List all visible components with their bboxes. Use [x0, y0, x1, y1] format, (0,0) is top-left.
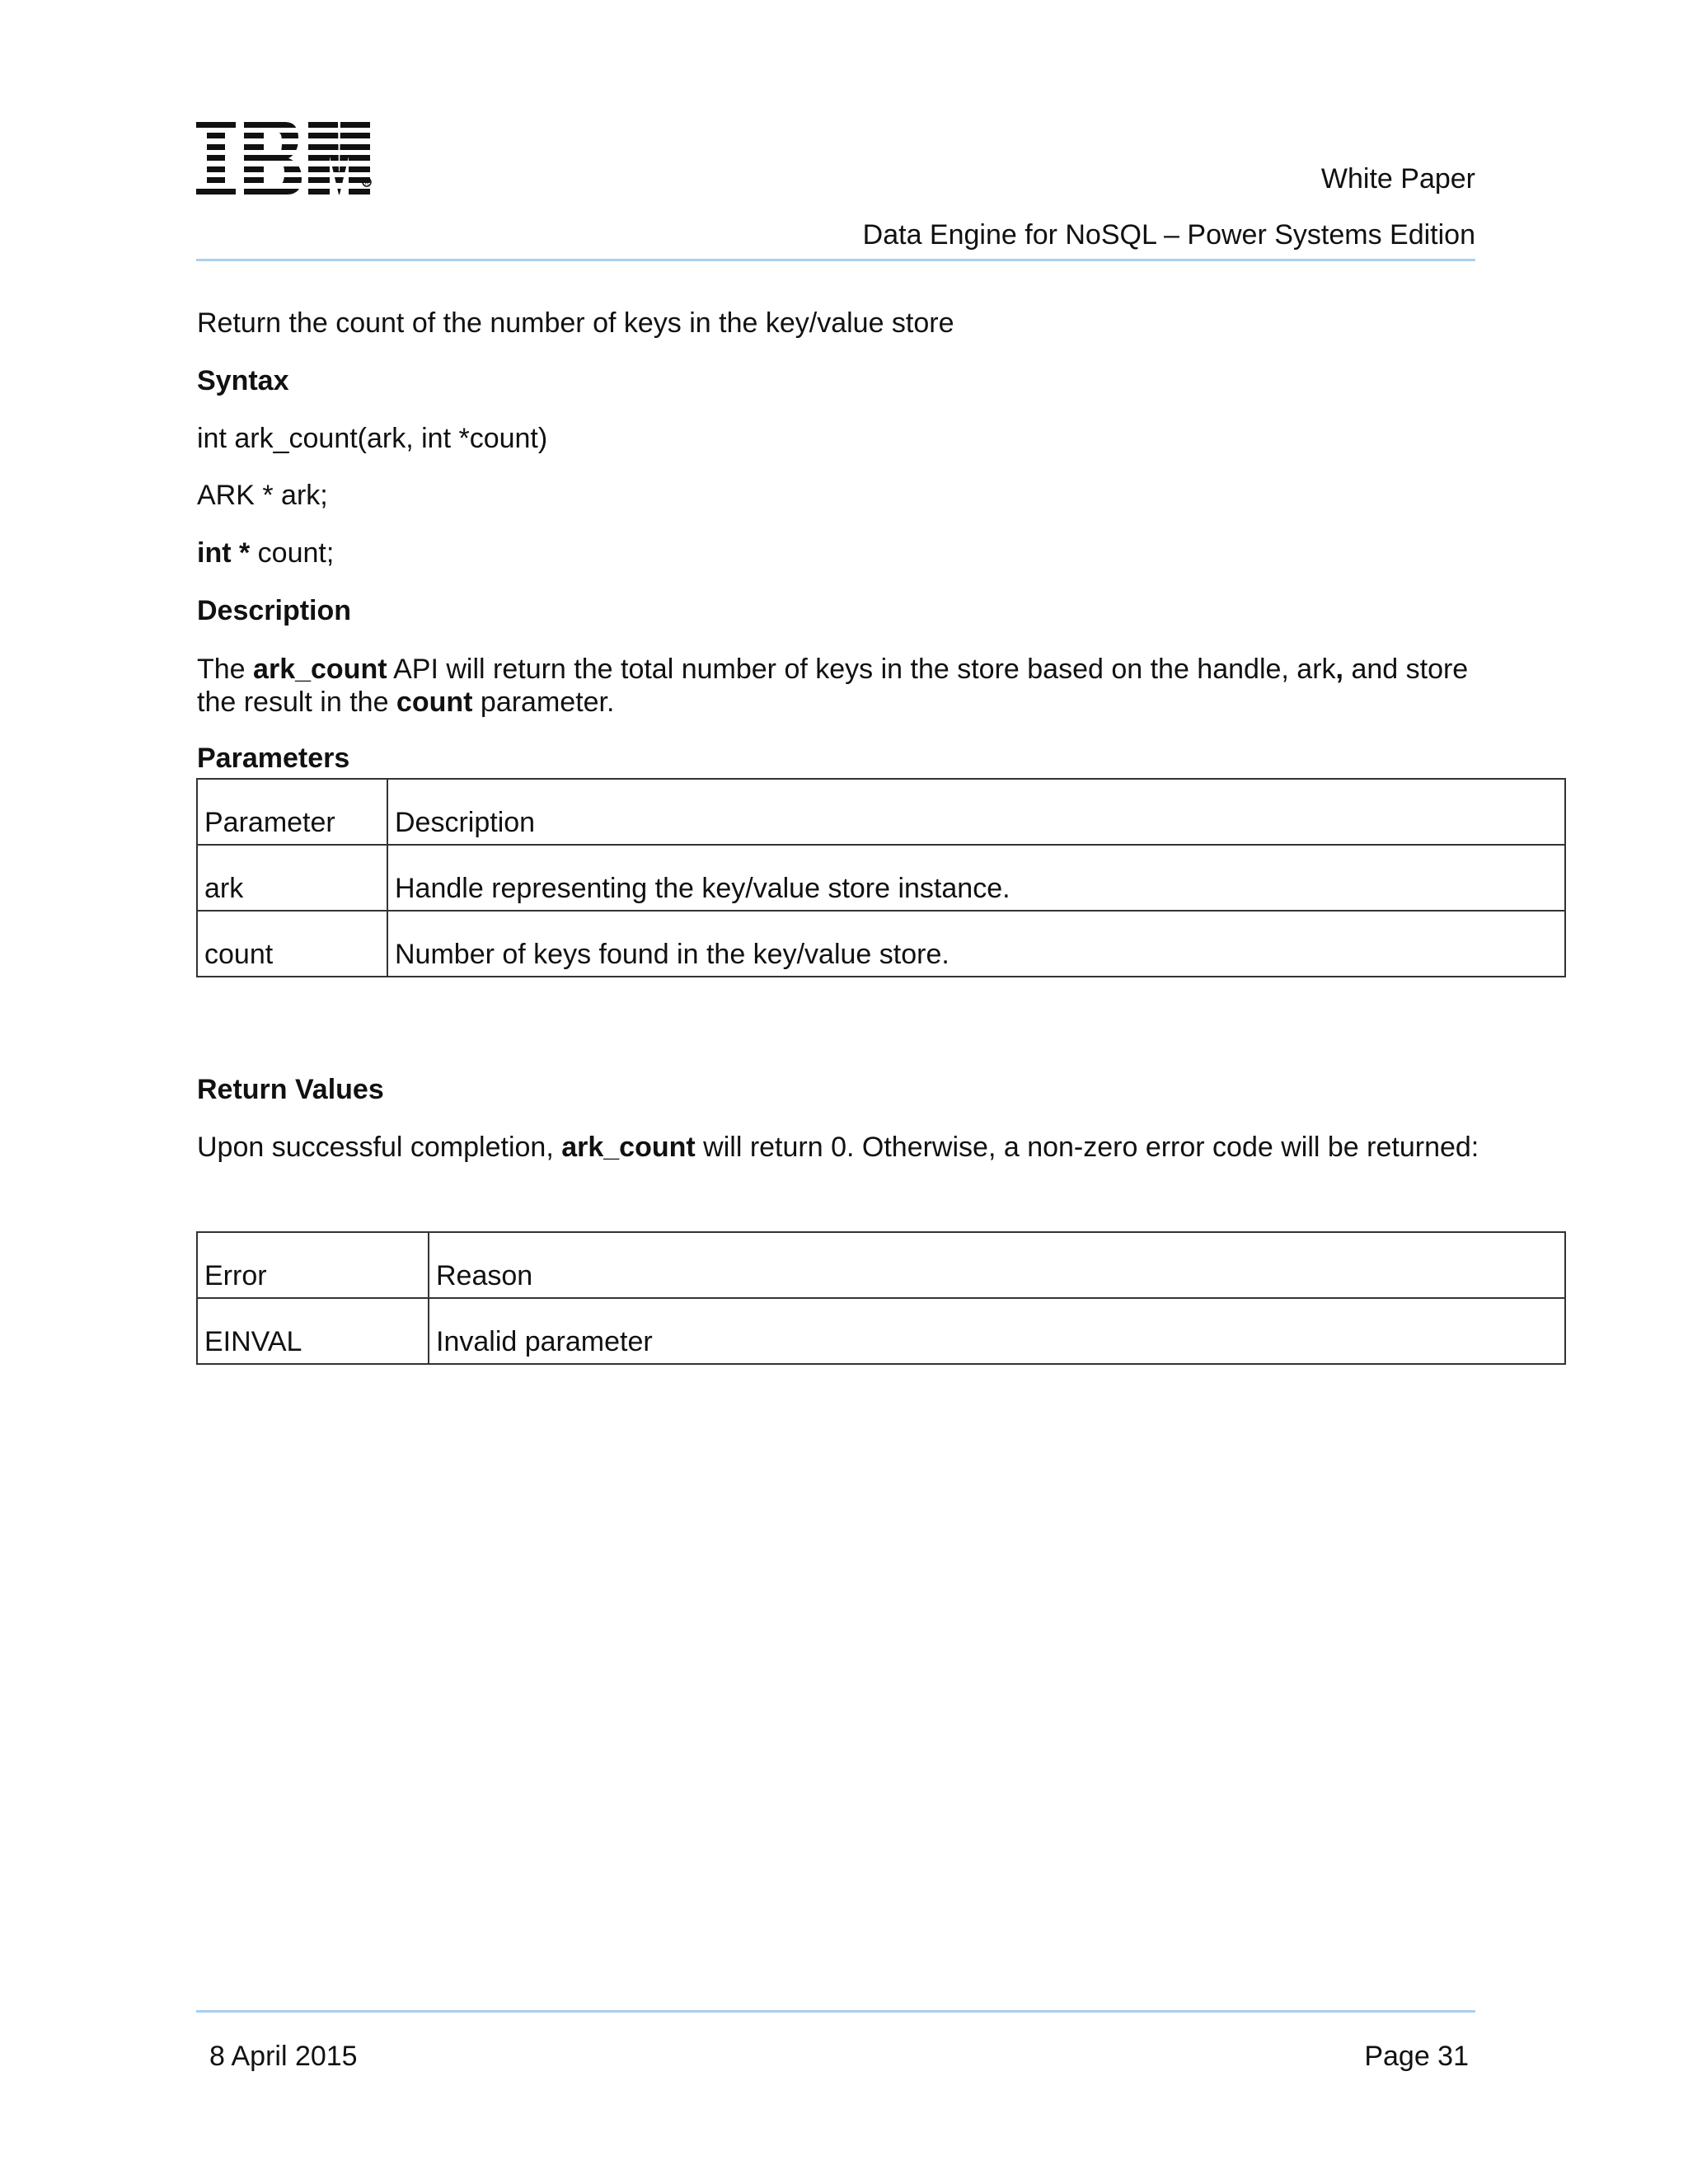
table-header-cell: Error: [197, 1232, 429, 1298]
table-header-row: [197, 1232, 1565, 1298]
syntax-keyword: int *: [197, 537, 251, 569]
table-cell: EINVAL: [197, 1298, 429, 1364]
param-name: count: [396, 687, 473, 718]
return-text: will return 0. Otherwise, a non-zero error code will be returned:: [695, 1132, 1479, 1163]
description-paragraph: [197, 653, 1483, 719]
syntax-arg-count: [197, 537, 334, 569]
table-header-cell: Parameter: [197, 779, 387, 845]
table-cell: Handle representing the key/value store instance.: [387, 845, 1565, 911]
syntax-signature: int ark_count(ark, int *count): [197, 423, 548, 454]
api-name: ark_count: [561, 1132, 696, 1163]
ibm-logo: [196, 122, 379, 194]
parameters-heading: Parameters: [197, 743, 350, 774]
header-divider: [196, 259, 1475, 261]
svg-text:R: R: [364, 180, 369, 186]
table-cell: ark: [197, 845, 387, 911]
api-name: ark_count: [253, 654, 387, 685]
table-row: [197, 1298, 1565, 1364]
description-punct: ,: [1335, 654, 1343, 685]
return-text: Upon successful completion,: [197, 1132, 562, 1163]
table-cell: Number of keys found in the key/value store.: [387, 911, 1565, 977]
header-doc-title: Data Engine for NoSQL – Power Systems Edition: [862, 219, 1475, 251]
return-values-text: [197, 1131, 1479, 1164]
errors-table: [196, 1231, 1566, 1365]
parameters-table: [196, 778, 1566, 977]
footer-divider: [196, 2010, 1475, 2013]
footer-page-number: Page 31: [1364, 2041, 1469, 2072]
table-cell: count: [197, 911, 387, 977]
footer-date: 8 April 2015: [209, 2041, 358, 2072]
table-row: [197, 911, 1565, 977]
description-heading: Description: [197, 595, 352, 626]
syntax-heading: Syntax: [197, 365, 289, 396]
description-text: The: [197, 654, 254, 685]
table-header-cell: Description: [387, 779, 1565, 845]
syntax-arg-ark: ARK * ark;: [197, 480, 328, 511]
return-values-heading: Return Values: [197, 1074, 384, 1105]
header-doc-type: White Paper: [1320, 163, 1475, 194]
description-text: API will return the total number of keys in the store based on the handle, ark: [387, 654, 1336, 685]
table-header-row: [197, 779, 1565, 845]
description-text: parameter.: [472, 687, 615, 718]
syntax-arg-name: count;: [250, 537, 335, 569]
table-cell: Invalid parameter: [429, 1298, 1565, 1364]
table-row: [197, 845, 1565, 911]
description-text: and store the result in the: [197, 654, 1469, 718]
intro-text: Return the count of the number of keys in the key/value store: [197, 307, 954, 339]
table-header-cell: Reason: [429, 1232, 1565, 1298]
